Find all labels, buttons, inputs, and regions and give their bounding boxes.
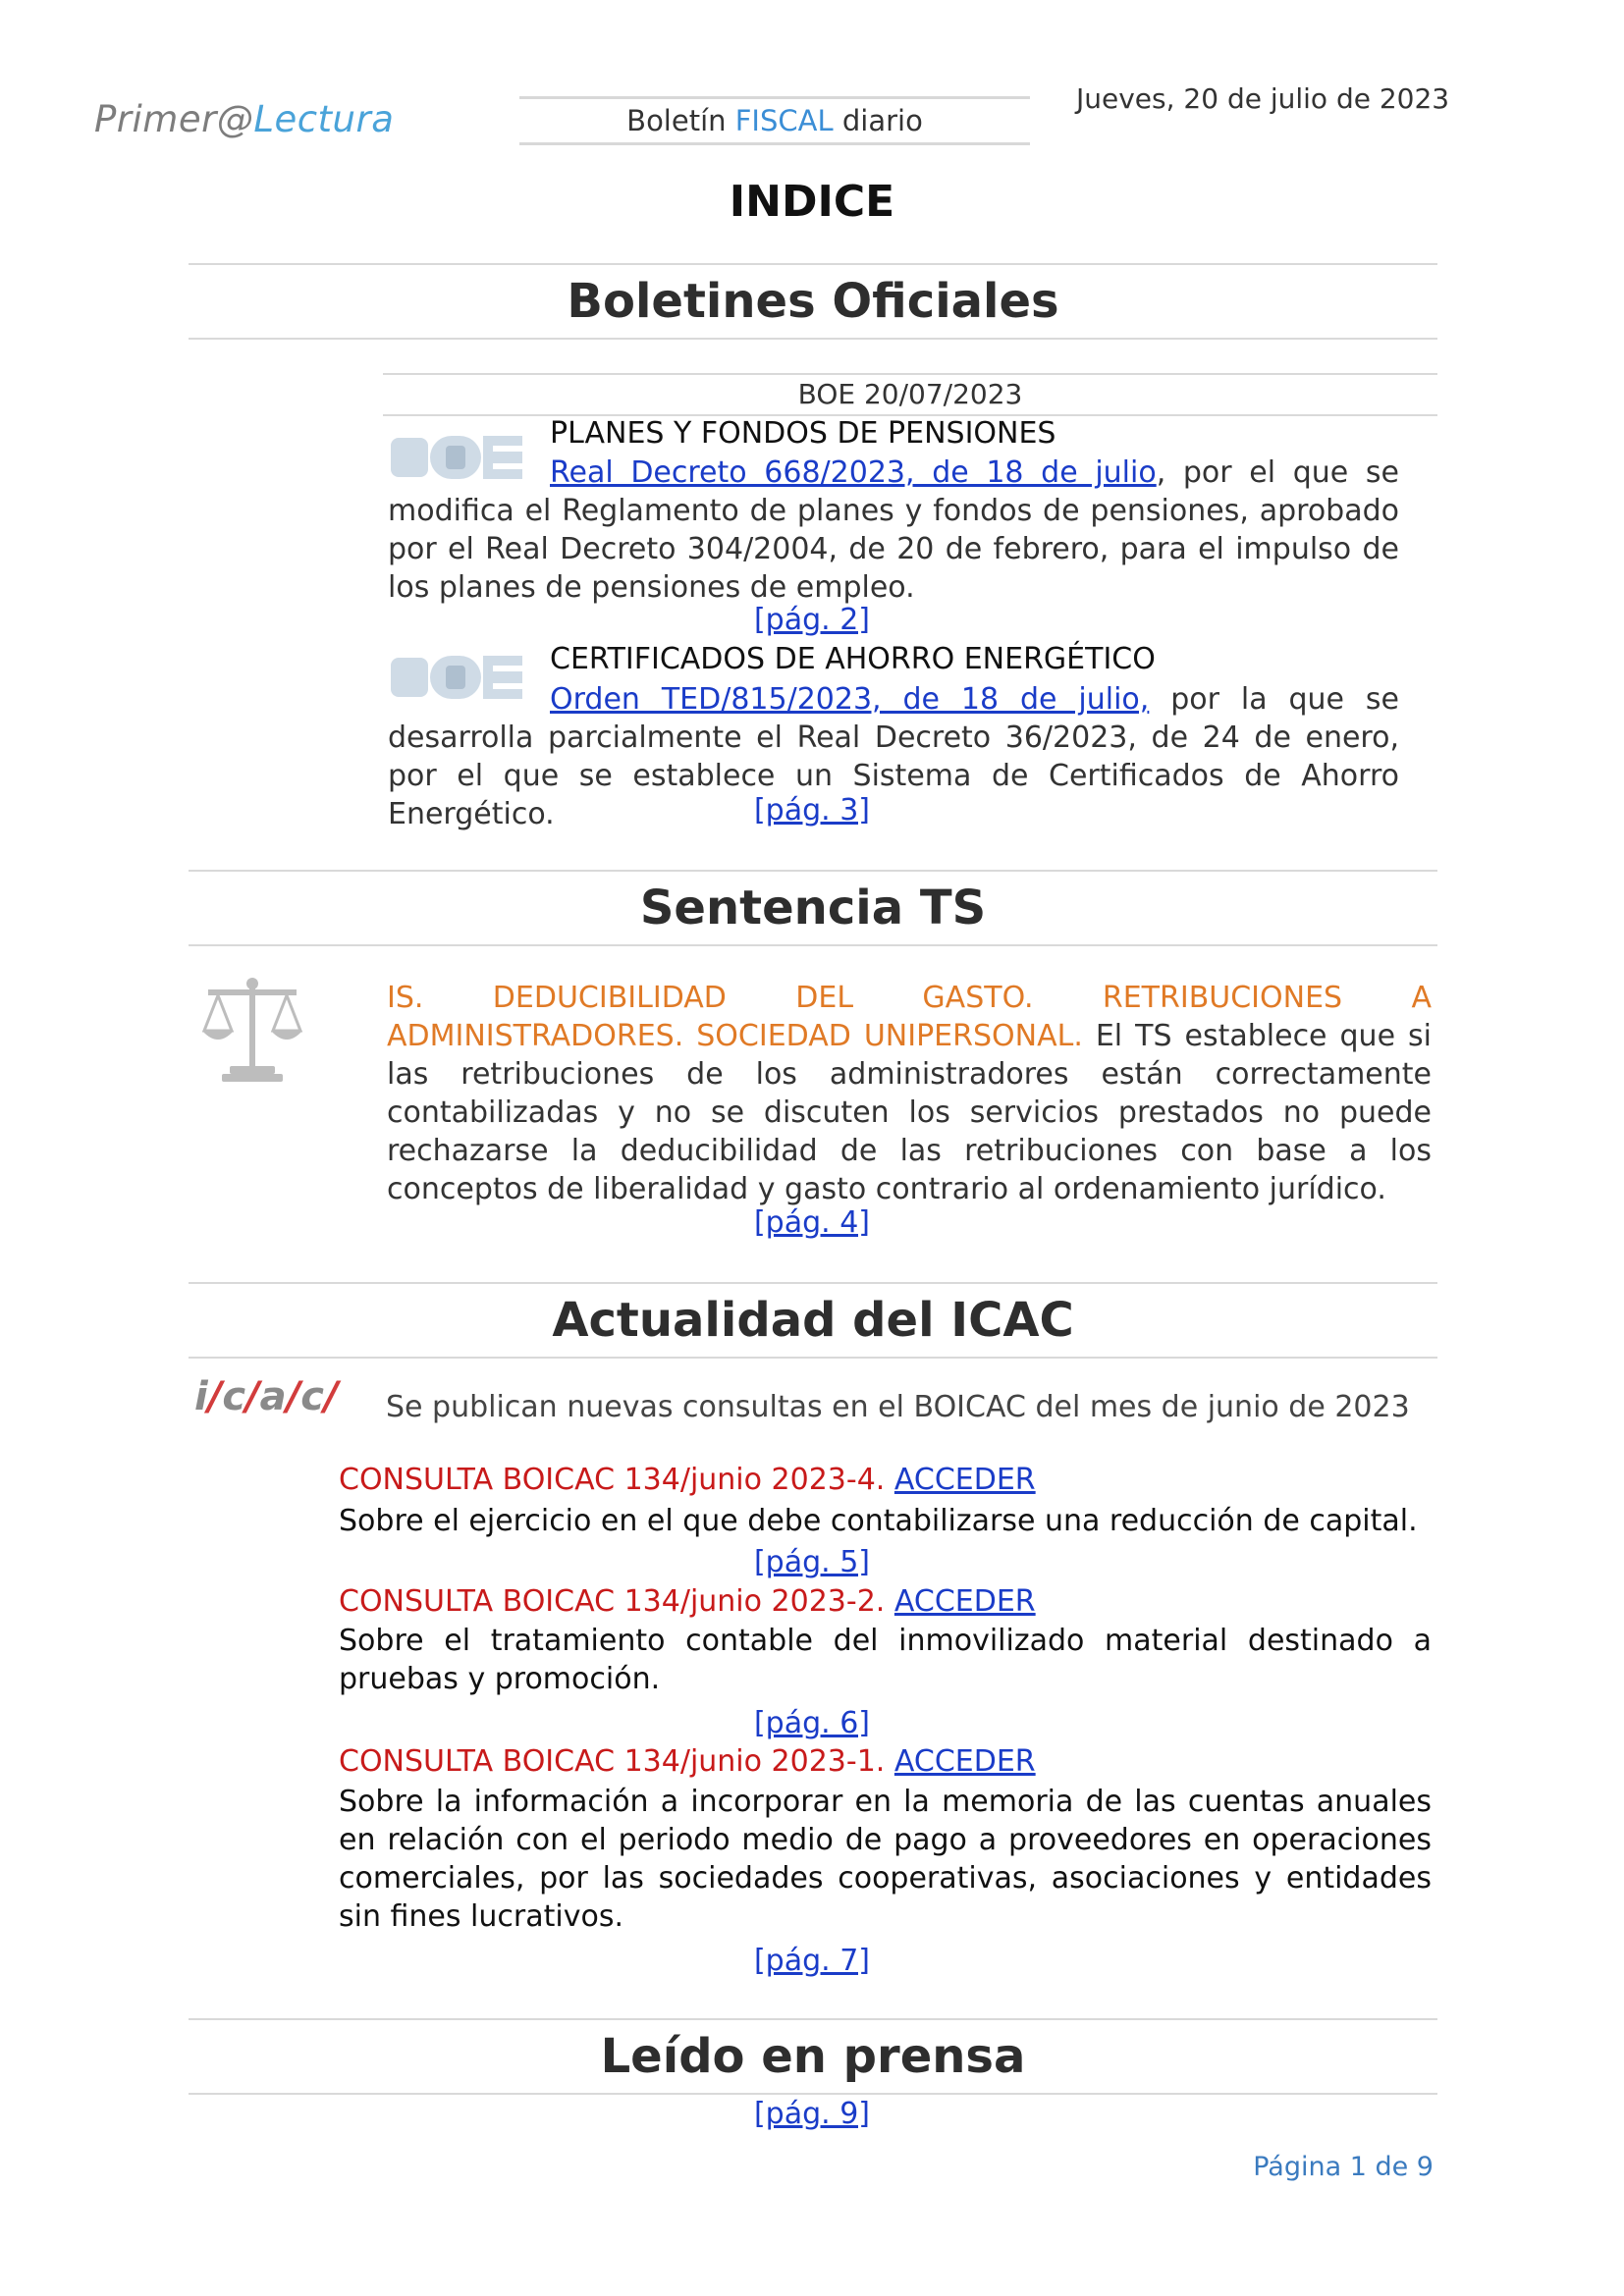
page-ref bbox=[0, 1205, 1624, 1240]
boe-item-text: por la que se desarrolla parcialmente el Real Decreto 36/2023, de 24 de enero, por el que se establece un Sistema de Certificados de Ahorro Energético. bbox=[388, 682, 1400, 831]
bulletin-prefix: Boletín bbox=[626, 104, 727, 137]
consulta-label: CONSULTA BOICAC 134/junio 2023-4. bbox=[339, 1463, 886, 1497]
boe-item-description bbox=[388, 454, 1399, 607]
consulta-heading bbox=[339, 1744, 1036, 1779]
boe-date-bar: BOE 20/07/2023 bbox=[383, 373, 1437, 416]
boe-item-link[interactable]: Orden TED/815/2023, de 18 de julio, bbox=[550, 682, 1150, 717]
consulta-heading bbox=[339, 1463, 1036, 1497]
page-link[interactable]: [pág. 5] bbox=[753, 1545, 871, 1579]
page-link[interactable]: [pág. 9] bbox=[753, 2097, 871, 2131]
consulta-text: Sobre la información a incorporar en la memoria de las cuentas anuales en relación con el periodo medio de pago a proveedores en operaciones comerciales, por las sociedades cooperativas, asociaciones y entidades sin fines lucrativos. bbox=[339, 1785, 1432, 1934]
sentencia-highlight: IS. DEDUCIBILIDAD DEL GASTO. RETRIBUCIONES A ADMINISTRADORES. SOCIEDAD UNIPERSONAL. bbox=[387, 981, 1432, 1053]
consulta-label: CONSULTA BOICAC 134/junio 2023-1. bbox=[339, 1744, 886, 1779]
page-ref bbox=[0, 1944, 1624, 1978]
consulta-heading bbox=[339, 1584, 1036, 1619]
logo-part1: Primer@ bbox=[94, 98, 254, 140]
sentencia-summary bbox=[387, 979, 1432, 1208]
acceder-link[interactable]: ACCEDER bbox=[893, 1463, 1036, 1497]
bulletin-title bbox=[519, 96, 1030, 145]
consulta-text: Sobre el tratamiento contable del inmovilizado material destinado a pruebas y promoción. bbox=[339, 1624, 1432, 1696]
acceder-link[interactable]: ACCEDER bbox=[893, 1744, 1036, 1779]
icac-logo: i/c/a/c/ bbox=[194, 1374, 339, 1419]
section-heading-icac: Actualidad del ICAC bbox=[189, 1282, 1437, 1359]
section-heading-prensa: Leído en prensa bbox=[189, 2018, 1437, 2095]
boe-item-title: CERTIFICADOS DE AHORRO ENERGÉTICO bbox=[550, 642, 1156, 676]
acceder-link[interactable]: ACCEDER bbox=[893, 1584, 1036, 1619]
boe-item-link[interactable]: Real Decreto 668/2023, de 18 de julio bbox=[550, 455, 1157, 490]
section-heading-sentencia: Sentencia TS bbox=[189, 870, 1437, 946]
page-number: Página 1 de 9 bbox=[1253, 2152, 1434, 2182]
bulletin-suffix: diario bbox=[841, 104, 923, 137]
page-link[interactable]: [pág. 7] bbox=[753, 1944, 871, 1978]
consulta-label: CONSULTA BOICAC 134/junio 2023-2. bbox=[339, 1584, 886, 1619]
page-ref bbox=[0, 603, 1624, 637]
bulletin-highlight: FISCAL bbox=[734, 104, 834, 137]
page-ref bbox=[0, 793, 1624, 828]
page-ref bbox=[0, 1706, 1624, 1740]
page-link[interactable]: [pág. 4] bbox=[753, 1205, 871, 1240]
section-heading-boletines: Boletines Oficiales bbox=[189, 263, 1437, 340]
page-link[interactable]: [pág. 6] bbox=[753, 1706, 871, 1740]
sentencia-text: El TS establece que si las retribuciones de los administradores están correctamente contabilizadas y no se discuten los servicios prestados no puede rechazarse la deducibilidad de las retribuciones con base a los conceptos de liberalidad y gasto contrario al ordenamiento jurídico. bbox=[387, 1019, 1432, 1206]
consulta-text: Sobre el ejercicio en el que debe contabilizarse una reducción de capital. bbox=[339, 1504, 1418, 1538]
page-ref bbox=[0, 2097, 1624, 2131]
page-link[interactable]: [pág. 2] bbox=[753, 603, 871, 637]
boe-item-title: PLANES Y FONDOS DE PENSIONES bbox=[550, 416, 1056, 451]
page-ref bbox=[0, 1545, 1624, 1579]
page-link[interactable]: [pág. 3] bbox=[753, 793, 871, 828]
icac-intro: Se publican nuevas consultas en el BOICAC del mes de junio de 2023 bbox=[386, 1390, 1410, 1424]
brand-logo bbox=[94, 98, 394, 140]
logo-part2: Lectura bbox=[253, 98, 395, 140]
index-title: INDICE bbox=[729, 177, 895, 227]
boe-item-text: , por el que se modifica el Reglamento de planes y fondos de pensiones, aprobado por el Real Decreto 304/2004, de 20 de febrero, para el impulso de los planes de pensiones de empleo. bbox=[388, 455, 1399, 605]
scales-of-justice-icon bbox=[200, 976, 304, 1084]
header-date: Jueves, 20 de julio de 2023 bbox=[1076, 82, 1450, 115]
